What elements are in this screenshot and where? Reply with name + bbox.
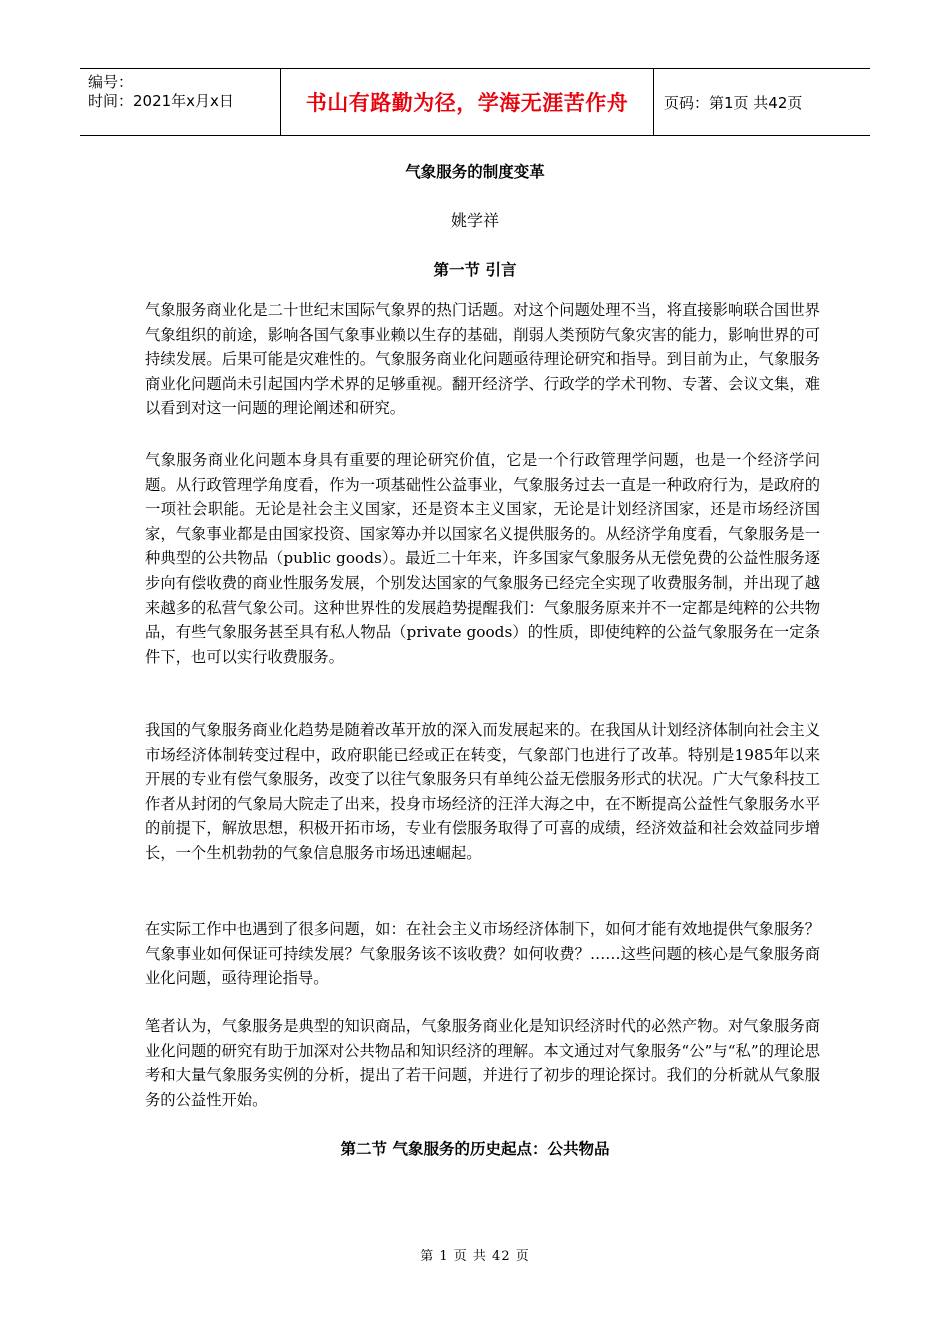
paragraph: 气象服务商业化问题本身具有重要的理论研究价值，它是一个行政管理学问题，也是一个经济学问题。从行政管理学角度看，作为一项基础性公益事业，气象服务过去一直是一种政府行为，是政府的一项社会职能。无论是社会主义国家，还是资本主义国家，无论是计划经济国家，还是市场经济国家，气象事业都是由国家投资、国家筹办并以国家名义提供服务的。从经济学角度看，气象服务是一种典型的公共物品（public goods）。最近二十年来，许多国家气象服务从无偿免费的公益性服务逐步向有偿收费的商业性服务发展，个别发达国家的气象服务已经完全实现了收费服务制，并出现了越来越多的私营气象公司。这种世界性的发展趋势提醒我们：气象服务原来并不一定都是纯粹的公共物品，有些气象服务甚至具有私人物品（private goods）的性质，即使纯粹的公益气象服务在一定条件下，也可以实行收费服务。 [145,451,820,666]
document-number-label: 编号： [88,73,134,91]
section-heading-public-goods: 第二节 气象服务的历史起点：公共物品 [340,1140,610,1158]
paragraph: 笔者认为，气象服务是典型的知识商品，气象服务商业化是知识经济时代的必然产物。对气象服务商业化问题的研究有助于加深对公共物品和知识经济的理解。本文通过对气象服务“公”与“私”的理论思考和大量气象服务实例的分析，提出了若干问题，并进行了初步的理论探讨。我们的分析就从气象服务的公益性开始。 [145,1017,820,1109]
document-title: 气象服务的制度变革 [405,163,545,181]
document-date-label: 时间：2021年x月x日 [88,92,234,110]
paragraph: 气象服务商业化是二十世纪末国际气象界的热门话题。对这个问题处理不当，将直接影响联合国世界气象组织的前途，影响各国气象事业赖以生存的基础，削弱人类预防气象灾害的能力，影响世界的可持续发展。后果可能是灾难性的。气象服务商业化问题亟待理论研究和指导。到目前为止，气象服务商业化问题尚未引起国内学术界的足够重视。翻开经济学、行政学的学术刊物、专著、会议文集，难以看到对这一问题的理论阐述和研究。 [145,301,820,418]
document-author: 姚学祥 [450,211,499,230]
paragraph: 我国的气象服务商业化趋势是随着改革开放的深入而发展起来的。在我国从计划经济体制向社会主义市场经济体制转变过程中，政府职能已经或正在转变，气象部门也进行了改革。特别是1985年以来开展的专业有偿气象服务，改变了以往气象服务只有单纯公益无偿服务形式的状况。广大气象科技工作者从封闭的气象局大院走了出来，投身市场经济的汪洋大海之中，在不断提高公益性气象服务水平的前提下，解放思想，积极开拓市场，专业有偿服务取得了可喜的成绩，经济效益和社会效益同步增长，一个生机勃勃的气象信息服务市场迅速崛起。 [145,721,820,862]
header-meta-cell [80,69,281,135]
paragraph: 在实际工作中也遇到了很多问题，如：在社会主义市场经济体制下，如何才能有效地提供气象服务？气象事业如何保证可持续发展？气象服务该不该收费？如何收费？……这些问题的核心是气象服务商业化问题，亟待理论指导。 [145,920,820,988]
document-header [80,68,870,136]
page-footer: 第 1 页 共 42 页 [420,1249,530,1264]
header-motto: 书山有路勤为径，学海无涯苦作舟 [281,69,654,135]
header-page-info: 页码：第1页 共42页 [664,93,803,112]
section-heading-introduction: 第一节 引言 [433,261,517,279]
